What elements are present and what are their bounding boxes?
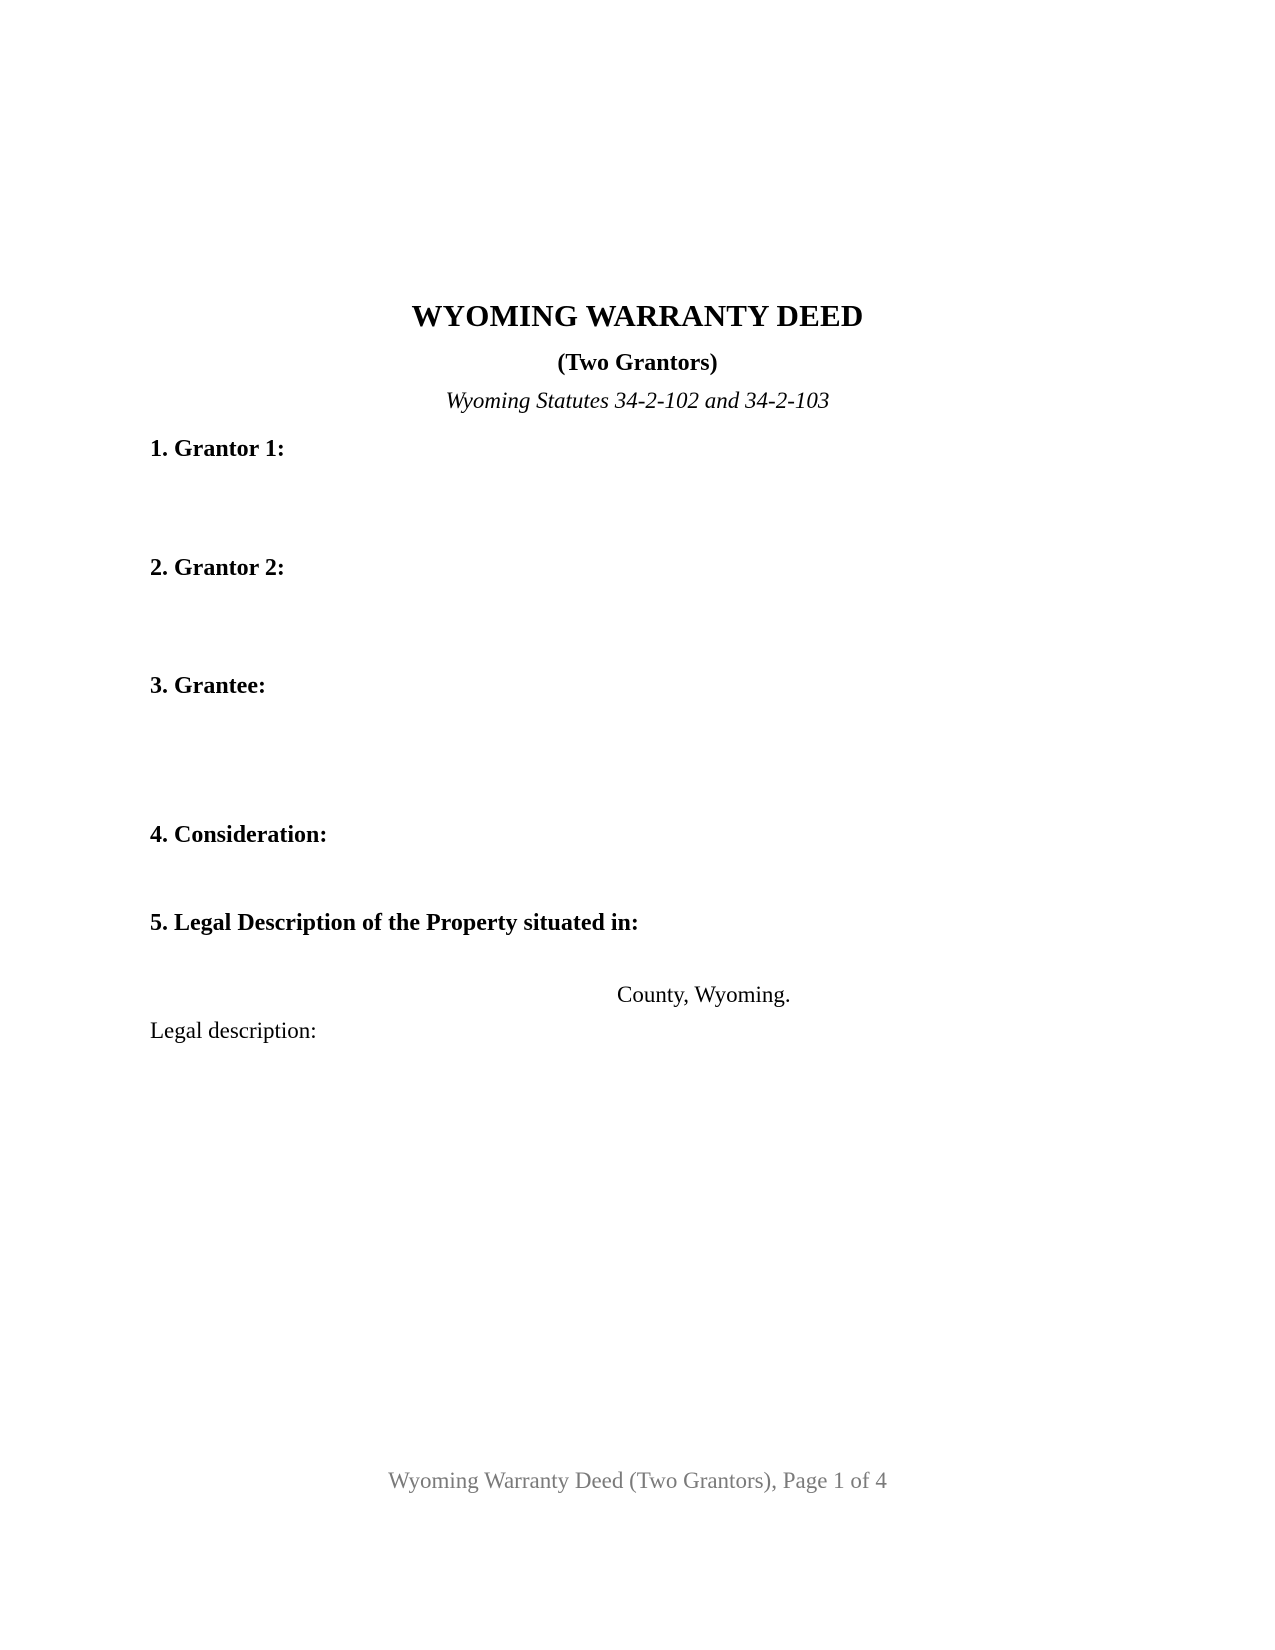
statute-reference: Wyoming Statutes 34-2-102 and 34-2-103	[445, 388, 830, 413]
section-consideration: 4. Consideration:	[150, 822, 328, 848]
page-footer: Wyoming Warranty Deed (Two Grantors), Page 1 of 4	[388, 1468, 887, 1493]
section-grantor-2: 2. Grantor 2:	[150, 555, 285, 581]
section-legal-description: 5. Legal Description of the Property situated in:	[150, 910, 639, 936]
section-grantee: 3. Grantee:	[150, 673, 266, 699]
document-title: WYOMING WARRANTY DEED	[411, 298, 864, 333]
section-grantor-1: 1. Grantor 1:	[150, 436, 285, 462]
document-subtitle: (Two Grantors)	[557, 350, 718, 376]
legal-description-label: Legal description:	[150, 1018, 317, 1043]
county-text: County, Wyoming.	[617, 982, 791, 1007]
